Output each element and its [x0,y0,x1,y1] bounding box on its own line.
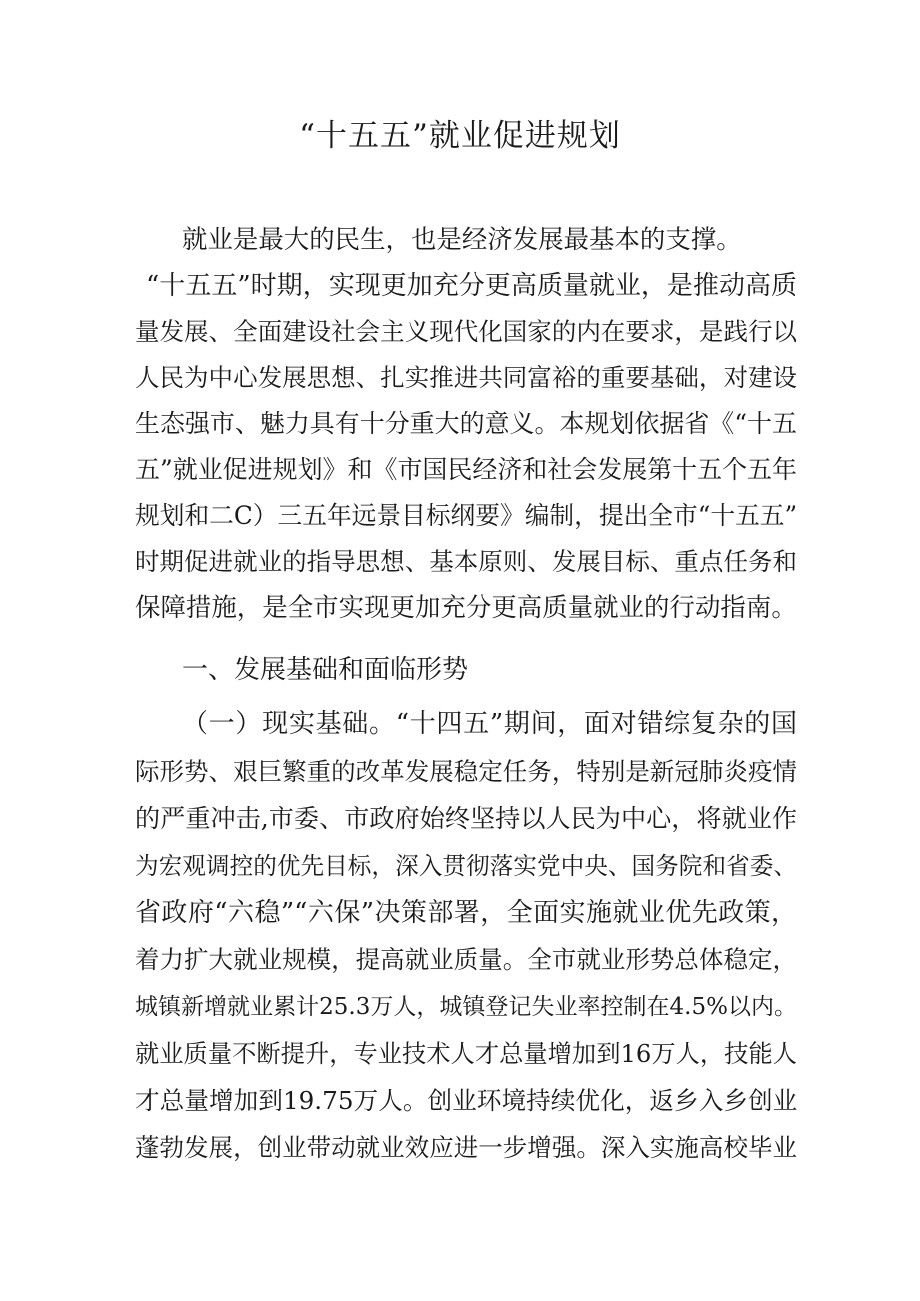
paragraph-line: 蓬勃发展，创业带动就业效应进一步增强。深入实施高校毕业 [135,1133,797,1162]
paragraph-line: 时期促进就业的指导思想、基本原则、发展目标、重点任务和 [135,547,797,576]
paragraph-line: 生态强市、魅力具有十分重大的意义。本规划依据省《“十五 [135,409,797,438]
paragraph-line: （一）现实基础。“十四五”期间，面对错综复杂的国 [182,709,797,739]
paragraph-line: “十五五”时期，实现更加充分更高质量就业，是推动高质 [146,271,797,301]
paragraph-line: 省政府“六稳”“六保”决策部署，全面实施就业优先政策， [135,898,797,928]
paragraph-line: 五”就业促进规划》和《市国民经济和社会发展第十五个五年 [135,455,797,484]
paragraph-line: 际形势、艰巨繁重的改革发展稳定任务，特别是新冠肺炎疫情 [135,757,797,786]
paragraph-line: 为宏观调控的优先目标，深入贯彻落实党中央、国务院和省委、 [135,852,797,880]
paragraph-line: 人民为中心发展思想、扎实推进共同富裕的重要基础，对建设 [135,363,797,392]
section-heading: 一、发展基础和面临形势 [182,655,469,685]
document-title: “十五五”就业促进规划 [299,118,621,154]
paragraph-line: 规划和二C）三五年远景目标纲要》编制，提出全市“十五五” [135,501,798,530]
paragraph-line: 量发展、全面建设社会主义现代化国家的内在要求，是践行以 [135,317,797,346]
paragraph-line: 城镇新增就业累计25.3万人，城镇登记失业率控制在4.5%以内。 [135,994,797,1020]
paragraph-line: 就业是最大的民生，也是经济发展最基本的支撑。 [182,225,742,255]
paragraph-line: 就业质量不断提升，专业技术人才总量增加到16万人，技能人 [135,1039,797,1068]
paragraph-line: 保障措施，是全市实现更加充分更高质量就业的行动指南。 [135,593,797,623]
paragraph-line: 着力扩大就业规模，提高就业质量。全市就业形势总体稳定， [135,945,797,974]
paragraph-line: 才总量增加到19.75万人。创业环境持续优化，返乡入乡创业 [135,1086,798,1115]
paragraph-line: 的严重冲击,市委、市政府始终坚持以人民为中心，将就业作 [135,804,798,833]
